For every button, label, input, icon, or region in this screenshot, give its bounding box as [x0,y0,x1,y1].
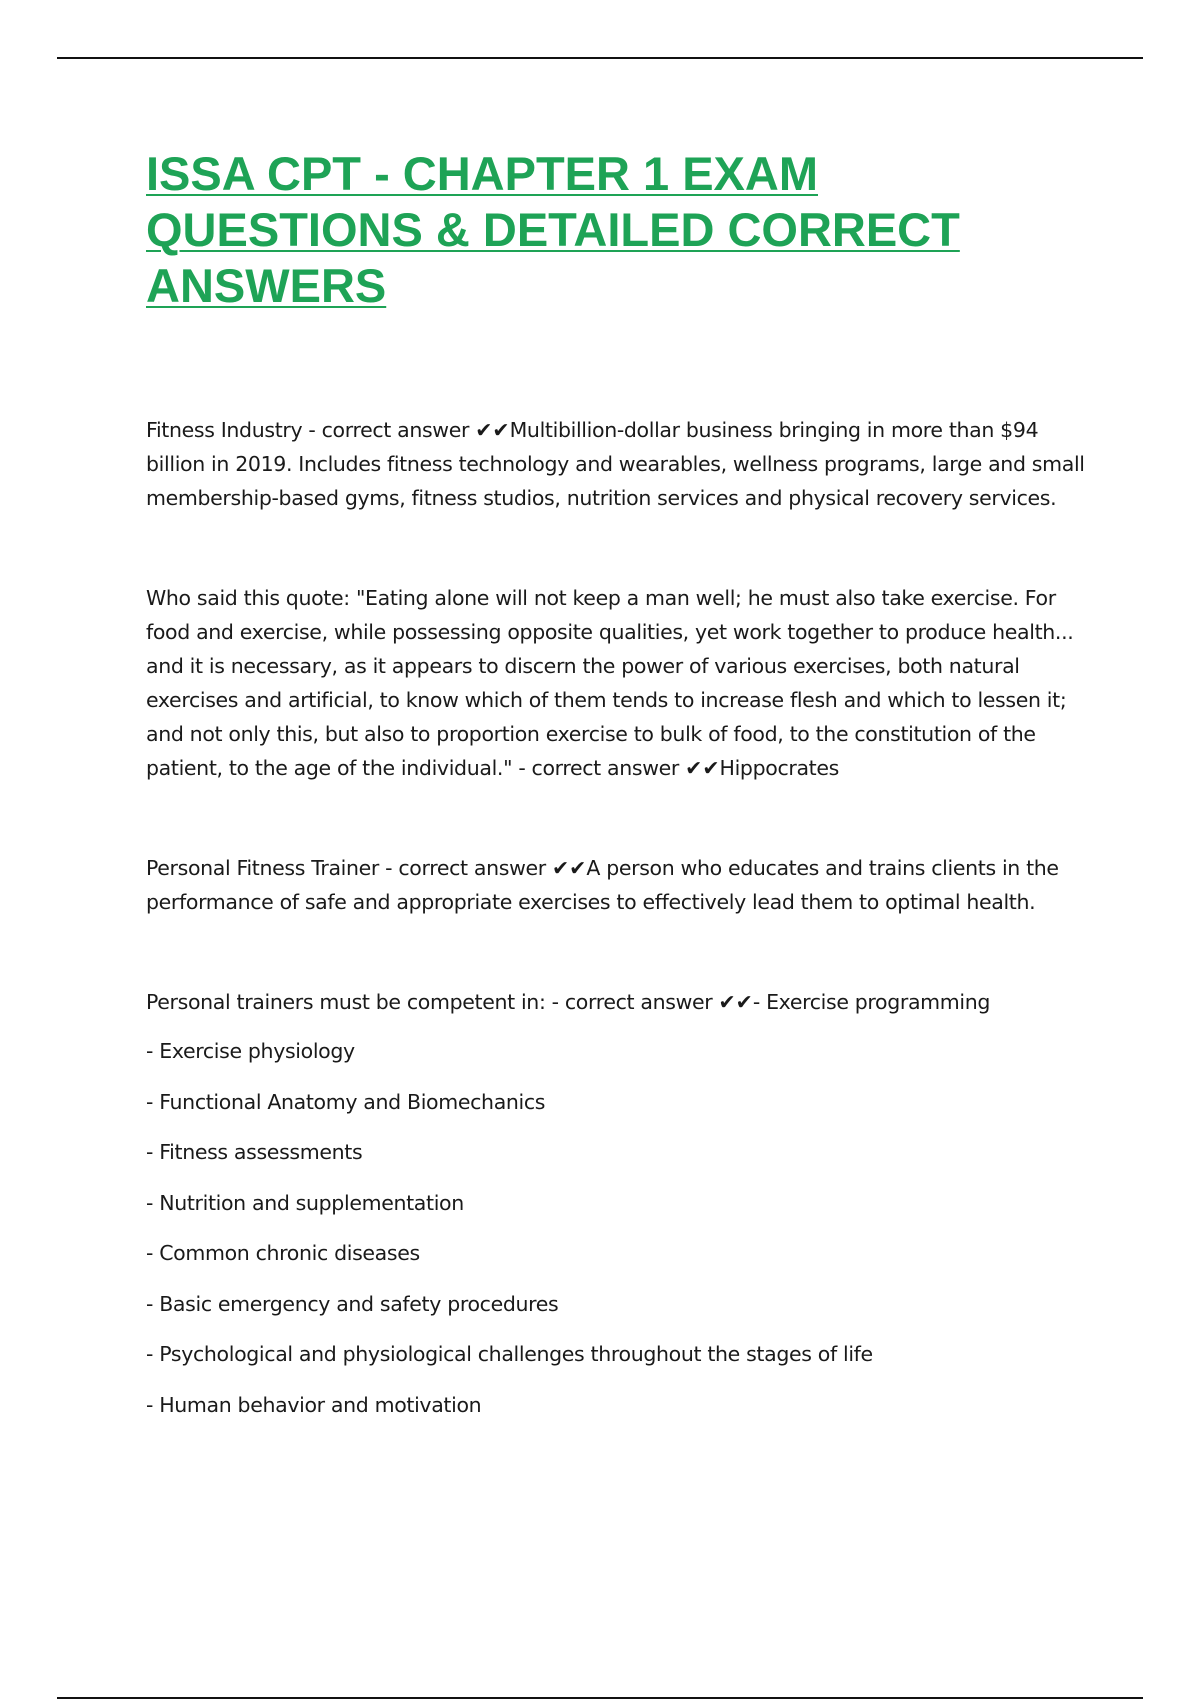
question-text: Who said this quote: "Eating alone will not keep a man well; he must also take exercise. For food and exercise, while possessing opposite qualities, yet work together to produce health... and it is necessary, as it appears to discern the power of various exercises, both natural exercises and artificial, to know which of them tends to increase flesh and which to lessen it; and not only this, but also to proportion exercise to bulk of food, to the constitution of the patient, to the age of the individual." - correct answer [146,586,1074,780]
answer-text: - Exercise programming [752,990,991,1014]
qa-item-fitness-industry [146,413,1096,515]
bottom-rule [57,1697,1143,1699]
list-item: - Nutrition and supplementation [146,1190,464,1215]
qa-item-trainer-competencies [146,985,1096,1019]
answer-text: A person who educates and trains clients in the performance of safe and appropriate exercises to effectively lead them to optimal health. [146,856,1059,914]
top-rule [57,57,1143,59]
answer-text: Hippocrates [719,756,839,780]
qa-item-hippocrates-quote [146,581,1096,785]
answer-text: Multibillion-dollar business bringing in more than $94 billion in 2019. Includes fitness technology and wearables, wellness programs, large and small membership-based gyms, fitness studios, nutrition services and physical recovery services. [146,418,1085,510]
check-mark-icon: ✔✔ [475,418,510,442]
list-item: - Common chronic diseases [146,1241,420,1265]
list-item: - Fitness assessments [146,1140,363,1164]
question-text: Personal trainers must be competent in: - correct answer [146,990,719,1014]
list-item: - Functional Anatomy and Biomechanics [146,1089,546,1114]
title-line-2: QUESTIONS & DETAILED CORRECT [146,203,960,256]
check-mark-icon: ✔✔ [718,990,753,1014]
question-text: Fitness Industry - correct answer [146,418,476,442]
title-line-1: ISSA CPT - CHAPTER 1 EXAM [146,147,818,200]
competency-list [146,1034,1096,1422]
list-item: - Human behavior and motivation [146,1392,482,1417]
question-text: Personal Fitness Trainer - correct answer [146,856,552,880]
list-item: - Psychological and physiological challenges throughout the stages of life [146,1342,873,1366]
qa-item-personal-fitness-trainer [146,851,1096,919]
title-line-3: ANSWERS [146,259,387,312]
document-title [146,146,1096,314]
list-item: - Basic emergency and safety procedures [146,1291,559,1316]
list-item: - Exercise physiology [146,1039,355,1063]
check-mark-icon: ✔✔ [685,756,720,780]
check-mark-icon: ✔✔ [552,856,587,880]
document-body [146,146,1096,1438]
